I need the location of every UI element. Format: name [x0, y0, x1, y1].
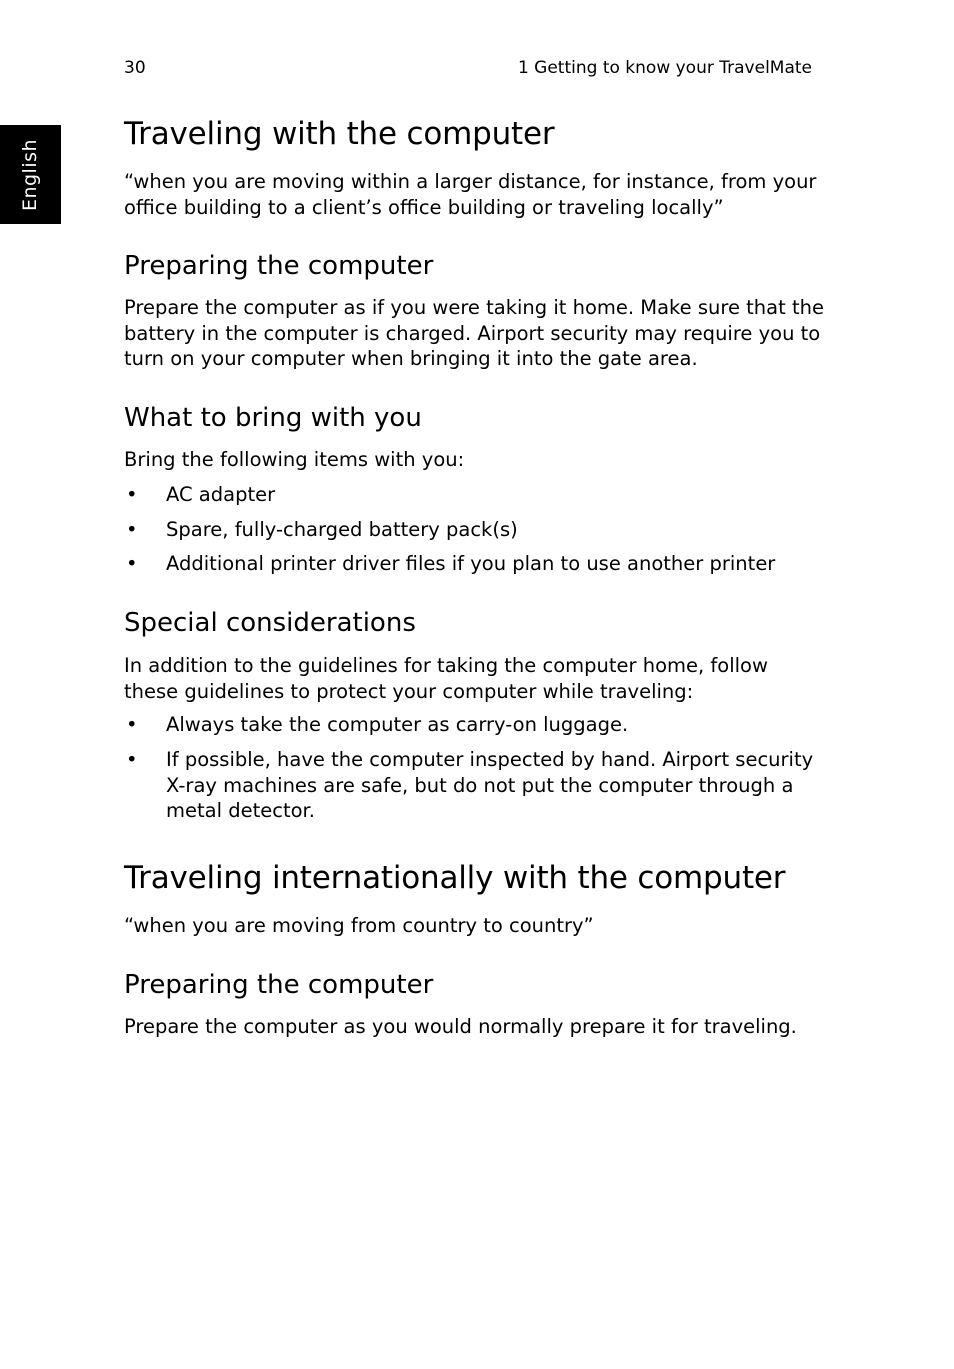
language-tab	[0, 125, 61, 224]
page-number: 30	[124, 58, 146, 78]
list-item-text: Always take the computer as carry-on luggage.	[166, 713, 629, 736]
list-item-text: Additional printer driver files if you plan to use another printer	[166, 552, 776, 575]
bullet-marker: •	[126, 518, 138, 541]
language-tab-label: English	[19, 138, 41, 212]
subheading-what-to-bring: What to bring with you	[124, 403, 422, 433]
bullet-marker: •	[126, 748, 138, 771]
list-item-text: AC adapter	[166, 483, 276, 506]
section-quote-international: “when you are moving from country to country”	[124, 914, 594, 937]
running-head: 1 Getting to know your TravelMate	[517, 58, 812, 78]
list-item-text: Spare, fully-charged battery pack(s)	[166, 518, 518, 541]
paragraph-bring-intro: Bring the following items with you:	[124, 448, 465, 471]
bullet-marker: •	[126, 483, 138, 506]
paragraph-special-intro: In addition to the guidelines for taking the computer home, follow these guidelines to protect your computer while traveling:	[124, 654, 768, 703]
section-title-international: Traveling internationally with the computer	[124, 860, 786, 896]
subheading-preparing-international: Preparing the computer	[124, 970, 434, 1000]
bullet-marker: •	[126, 552, 138, 575]
paragraph-preparing-international: Prepare the computer as you would normally prepare it for traveling.	[124, 1015, 797, 1038]
section-title-traveling: Traveling with the computer	[124, 116, 555, 152]
subheading-special-considerations: Special considerations	[124, 608, 416, 638]
bullet-marker: •	[126, 713, 138, 736]
list-item-text: If possible, have the computer inspected by hand. Airport security X-ray machines are safe, but do not put the computer through a metal detector.	[166, 748, 814, 822]
section-quote-traveling: “when you are moving within a larger distance, for instance, from your office building to a client’s office building or traveling locally”	[124, 170, 817, 219]
paragraph-preparing: Prepare the computer as if you were taking it home. Make sure that the battery in the computer is charged. Airport security may require you to turn on your computer when bringing it into the gate area.	[124, 296, 824, 370]
subheading-preparing: Preparing the computer	[124, 251, 434, 281]
